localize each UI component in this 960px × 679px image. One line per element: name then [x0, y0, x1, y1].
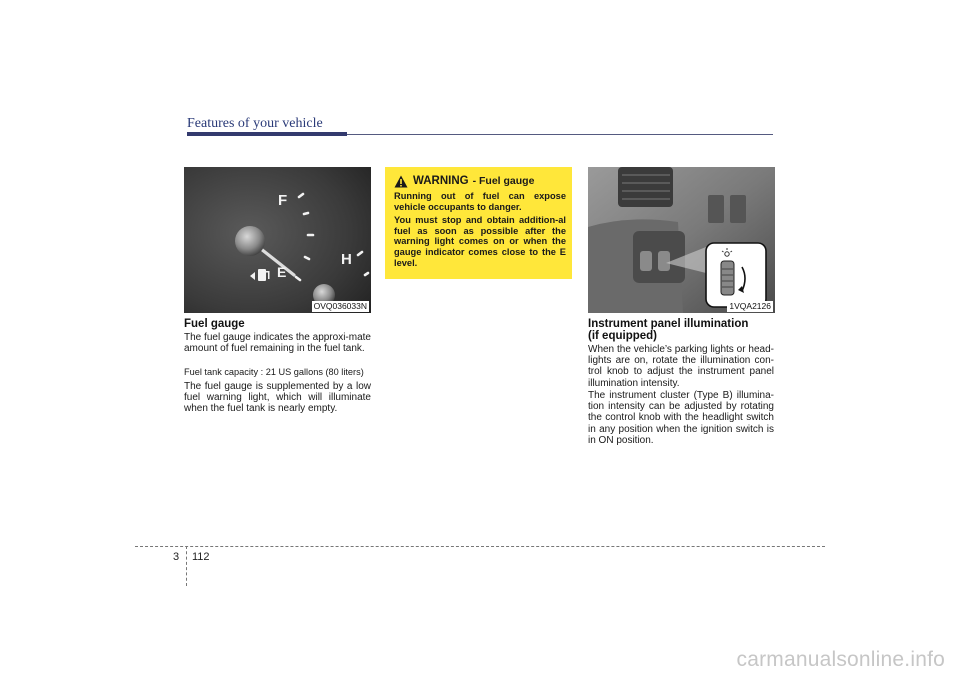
header-rule	[347, 134, 773, 135]
section-title-line-1: Instrument panel illumination	[588, 318, 749, 330]
page-number: 112	[192, 551, 210, 563]
gauge-label-empty: E	[277, 264, 287, 280]
page-header-title: Features of your vehicle	[187, 116, 323, 131]
section-title-instrument-illumination	[588, 318, 748, 342]
fuel-tank-capacity: Fuel tank capacity : 21 US gallons (80 liters)	[184, 367, 364, 377]
warning-word: WARNING	[413, 175, 469, 187]
warning-paragraph-2: You must stop and obtain addition-al fuel as soon as possible after the warning light comes on or when the gauge indicator comes close to the E level.	[394, 215, 566, 268]
fuel-gauge-paragraph-1: The fuel gauge indicates the approxi-mate amount of fuel remaining in the fuel tank.	[184, 332, 371, 355]
warning-box	[385, 167, 572, 279]
chapter-number: 3	[173, 551, 180, 563]
section-title-fuel-gauge: Fuel gauge	[184, 318, 245, 330]
watermark: carmanualsonline.info	[736, 648, 945, 671]
photo-code: 1VQA2126	[729, 301, 771, 311]
fuel-gauge-photo	[184, 167, 371, 313]
warning-triangle-icon	[394, 175, 408, 188]
footer-rule	[135, 546, 825, 547]
illumination-paragraph-1: When the vehicle’s parking lights or head-lights are on, rotate the illumination con-trol knob to adjust the instrument panel illumination intensity.	[588, 344, 774, 389]
warning-subtitle: - Fuel gauge	[472, 175, 535, 187]
warning-paragraph-1: Running out of fuel can expose vehicle occupants to danger.	[394, 191, 566, 212]
footer-divider	[186, 546, 187, 586]
instrument-panel-photo	[588, 167, 775, 313]
section-title-line-2: (if equipped)	[588, 330, 657, 342]
fuel-gauge-paragraph-2: The fuel gauge is supplemented by a low fuel warning light, which will illuminate when the fuel tank is nearly empty.	[184, 381, 371, 415]
gauge-label-full: F	[278, 192, 288, 209]
illumination-paragraph-2: The instrument cluster (Type B) illumina-tion intensity can be adjusted by rotating the control knob with the headlight switch in any position when the ignition switch is in ON position.	[588, 390, 774, 446]
gauge-label-hot: H	[341, 251, 352, 268]
photo-code: OVQ036033N	[313, 301, 367, 311]
header-accent-bar	[187, 132, 347, 136]
